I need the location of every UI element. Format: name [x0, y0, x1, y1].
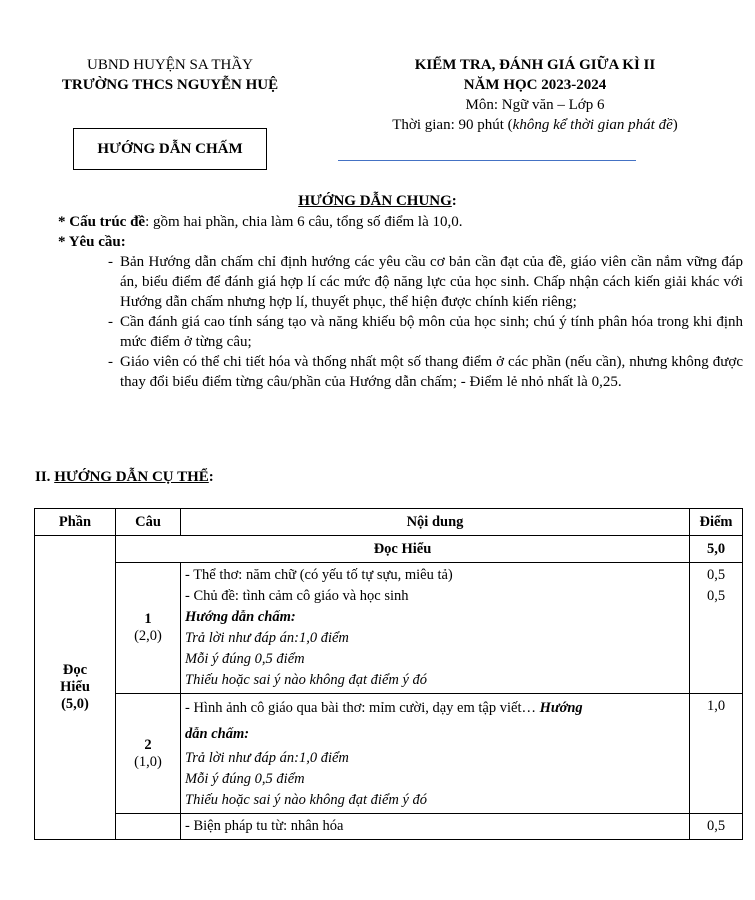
- part-name-line2: Hiểu: [60, 679, 90, 695]
- q2-line1-text: - Hình ảnh cô giáo qua bài thơ: mỉm cười, dạy em tập viết…: [185, 700, 540, 716]
- q2-guide-title: dẫn chấm:: [185, 726, 250, 742]
- table-row: [35, 694, 743, 814]
- structure-line: [58, 212, 743, 232]
- specific-prefix: II.: [35, 469, 55, 485]
- q1-guide-title: Hướng dẫn chấm:: [185, 609, 296, 625]
- q3-score1: 0,5: [690, 814, 743, 840]
- part-points: (5,0): [61, 696, 89, 712]
- question-2-points: (1,0): [134, 753, 162, 770]
- specific-colon: :: [208, 469, 214, 485]
- q2-line1: [185, 696, 685, 720]
- structure-text: : gồm hai phần, chia làm 6 câu, tổng số điểm là 10,0.: [145, 214, 463, 230]
- header-left: [30, 55, 310, 95]
- general-title: [0, 191, 755, 211]
- q1-line1: - Thể thơ: năm chữ (có yếu tố tự sựu, miêu tả): [185, 567, 453, 583]
- question-1-cell: [116, 563, 181, 694]
- question-2-cell: [116, 694, 181, 814]
- q1-line2: - Chủ đề: tình cảm cô giáo và học sinh: [185, 588, 409, 604]
- question-1-points: (2,0): [134, 628, 162, 644]
- question-2-scores: [690, 694, 743, 814]
- part-cell: [35, 536, 116, 840]
- header-score: Điểm: [690, 509, 743, 536]
- header-question: Câu: [116, 509, 181, 536]
- requirements-list: [108, 252, 743, 392]
- q1-score1: 0,5: [706, 567, 726, 583]
- question-2-number: 2: [144, 736, 152, 753]
- school-name: TRƯỜNG THCS NGUYỄN HUỆ: [61, 77, 279, 93]
- specific-title: [35, 467, 214, 487]
- q1-score2: 0,5: [706, 588, 726, 604]
- structure-label: * Cấu trúc đề: [58, 214, 146, 230]
- list-item: - Cần đánh giá cao tính sáng tạo và năng khiếu bộ môn của học sinh; chú ý tính phân hóa trong khi định mức điểm ở từng câu;: [108, 312, 743, 352]
- question-1-scores: [690, 563, 743, 694]
- grading-table: [34, 508, 743, 840]
- question-2-content: [181, 694, 690, 814]
- q2-score1: 1,0: [706, 698, 726, 714]
- general-section: [58, 212, 743, 392]
- table-row: [35, 563, 743, 694]
- part-name-line1: Đọc: [62, 662, 88, 678]
- time-line: [330, 115, 740, 135]
- q2-guide-word: Hướng: [539, 700, 583, 716]
- question-3-cell: [116, 814, 181, 840]
- time-note: không kể thời gian phát đề: [512, 117, 673, 133]
- time-suffix: ): [672, 117, 678, 133]
- header-part: Phần: [35, 509, 116, 536]
- q2-guide2: Mỗi ý đúng 0,5 điểm: [185, 771, 305, 787]
- q1-guide2: Mỗi ý đúng 0,5 điểm: [185, 651, 305, 667]
- section-score: 5,0: [690, 536, 743, 563]
- section-title: Đọc Hiểu: [116, 536, 690, 563]
- general-title-colon: :: [451, 193, 457, 209]
- question-1-number: 1: [144, 611, 152, 627]
- header-right: [330, 55, 740, 135]
- exam-title: KIỂM TRA, ĐÁNH GIÁ GIỮA KÌ II: [414, 57, 656, 73]
- q2-guide1: Trả lời như đáp án:1,0 điểm: [185, 750, 349, 766]
- requirements-label: * Yêu cầu:: [58, 234, 126, 250]
- table-row: [35, 814, 743, 840]
- time-prefix: Thời gian: 90 phút (: [392, 117, 513, 133]
- grading-box-label: HƯỚNG DẪN CHẤM: [97, 141, 243, 157]
- question-3-content: - Biện pháp tu từ: nhân hóa: [181, 814, 690, 840]
- table-header-row: [35, 509, 743, 536]
- q1-guide1: Trả lời như đáp án:1,0 điểm: [185, 630, 349, 646]
- question-1-content: [181, 563, 690, 694]
- table-row: [35, 536, 743, 563]
- grading-box: [73, 128, 267, 170]
- specific-title-text: HƯỚNG DẪN CỤ THỂ: [54, 469, 209, 485]
- list-item: - Giáo viên có thể chi tiết hóa và thống nhất một số thang điểm ở các phần (nếu cần), nhưng không được thay đổi biểu điểm từng câu/phần của Hướng dẫn chấm; - Điểm lẻ nhỏ nhất là 0,25.: [108, 352, 743, 392]
- subject-line: Môn: Ngữ văn – Lớp 6: [465, 97, 605, 113]
- list-item: - Bản Hướng dẫn chấm chỉ định hướng các yêu cầu cơ bản cần đạt của đề, giáo viên cần nắm vững đáp án, biểu điểm để đánh giá hợp lí các mức độ năng lực của học sinh. Chấp nhận cách kiến giải khác với Hướng dẫn chấm nhưng hợp lí, thuyết phục, thể hiện được chính kiến riêng;: [108, 252, 743, 312]
- general-title-text: HƯỚNG DẪN CHUNG: [298, 193, 452, 209]
- school-year: NĂM HỌC 2023-2024: [463, 77, 607, 93]
- header-content: Nội dung: [181, 509, 690, 536]
- divider-line: [338, 160, 636, 161]
- district-name: UBND HUYỆN SA THẦY: [87, 57, 253, 73]
- q1-guide3: Thiếu hoặc sai ý nào không đạt điểm ý đó: [185, 672, 428, 688]
- q2-guide3: Thiếu hoặc sai ý nào không đạt điểm ý đó: [185, 792, 428, 808]
